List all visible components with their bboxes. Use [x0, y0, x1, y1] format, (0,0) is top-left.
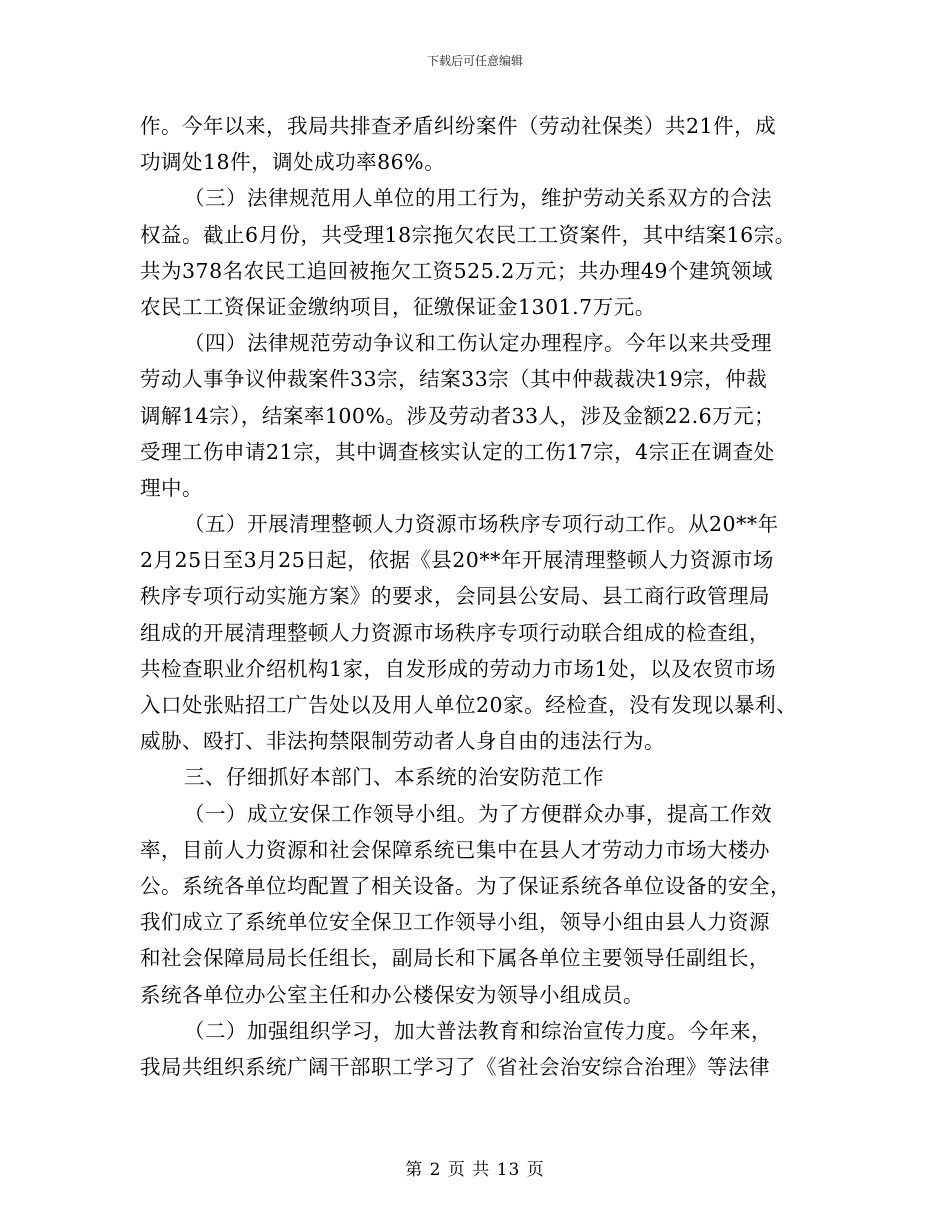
text-line: （一）成立安保工作领导小组。为了方便群众办事，提高工作效 [184, 801, 772, 826]
document-body [140, 108, 830, 1085]
text-line: 理中。 [140, 475, 203, 500]
text-line: 共为378名农民工追回被拖欠工资525.2万元；共办理49个建筑领域 [140, 258, 773, 283]
text-line: 调解14宗），结案率100%。涉及劳动者33人，涉及金额22.6万元； [140, 403, 776, 428]
text-line: 功调处18件，调处成功率86%。 [140, 150, 446, 175]
text-line: （二）加强组织学习，加大普法教育和综治宣传力度。今年来， [184, 1018, 772, 1043]
text-line: 2月25日至3月25日起，依据《县20**年开展清理整顿人力资源市场 [140, 548, 774, 573]
text-line: 公。系统各单位均配置了相关设备。为了保证系统各单位设备的安全， [140, 873, 791, 898]
text-line: 和社会保障局局长任组长，副局长和下属各单位主要领导任副组长， [140, 946, 770, 971]
text-line: 我们成立了系统单位安全保卫工作领导小组，领导小组由县人力资源 [140, 910, 770, 935]
text-line: 威胁、殴打、非法拘禁限制劳动者人身自由的违法行为。 [140, 729, 665, 754]
page-header: 下载后可任意编辑 [426, 54, 523, 68]
text-line: 组成的开展清理整顿人力资源市场秩序专项行动联合组成的检查组， [140, 620, 770, 645]
text-line: 受理工伤申请21宗，其中调查核实认定的工伤17宗，4宗正在调查处 [140, 439, 775, 464]
text-line: 系统各单位办公室主任和办公楼保安为领导小组成员。 [140, 982, 644, 1007]
text-line: 共检查职业介绍机构1家，自发形成的劳动力市场1处，以及农贸市场 [140, 656, 777, 681]
text-line: 作。今年以来，我局共排查矛盾纠纷案件（劳动社保类）共21件，成 [140, 114, 777, 138]
text-line: （三）法律规范用人单位的用工行为，维护劳动关系双方的合法 [184, 186, 772, 211]
text-line: 权益。截止6月份，共受理18宗拖欠农民工工资案件，其中结案16宗。 [140, 222, 796, 247]
text-line: 入口处张贴招工广告处以及用人单位20家。经检查，没有发现以暴利、 [140, 693, 798, 717]
text-line: （四）法律规范劳动争议和工伤认定办理程序。今年以来共受理 [184, 331, 772, 356]
text-line: （五）开展清理整顿人力资源市场秩序专项行动工作。从20**年 [184, 512, 779, 537]
text-line: 我局共组织系统广阔干部职工学习了《省社会治安综合治理》等法律 [140, 1054, 770, 1079]
text-line: 秩序专项行动实施方案》的要求，会同县公安局、县工商行政管理局 [140, 584, 770, 609]
text-line: 率，目前人力资源和社会保障系统已集中在县人才劳动力市场大楼办 [140, 837, 770, 862]
section-heading: 三、仔细抓好本部门、本系统的治安防范工作 [184, 765, 604, 790]
text-line: 劳动人事争议仲裁案件33宗，结案33宗（其中仲裁裁决19宗，仲裁 [140, 367, 768, 392]
page-number: 第 2 页 共 13 页 [405, 1160, 545, 1180]
text-line: 农民工工资保证金缴纳项目，征缴保证金1301.7万元。 [140, 294, 656, 319]
